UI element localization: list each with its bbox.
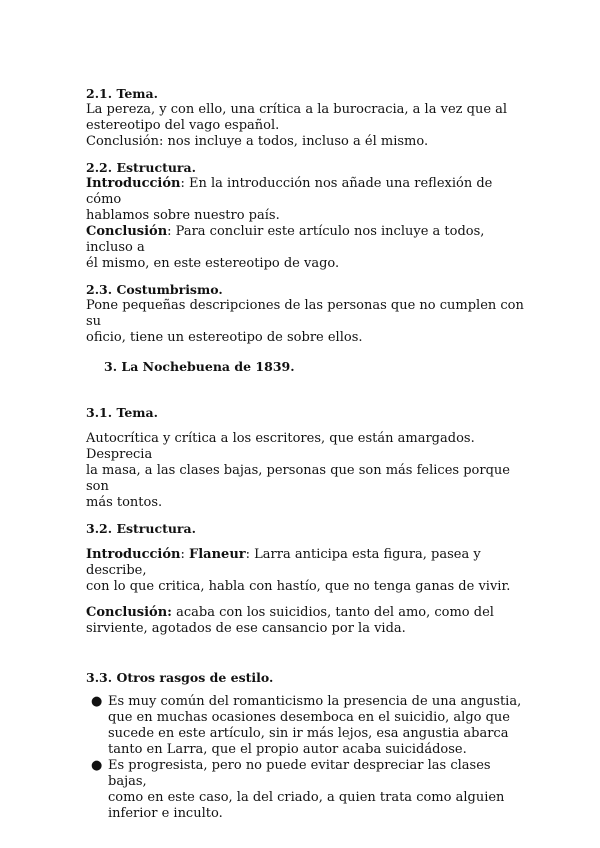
conclusion-label: Conclusión (86, 224, 168, 239)
list-item: ● Es progresista, pero no puede evitar despreciar las clases bajas, como en este caso, la del criado, a quien trata como alguien inferior e inculto. (91, 758, 505, 821)
paragraph-line: sirviente, agotados de ese cansancio por la vida. (86, 621, 406, 636)
heading-3-1: 3.1. Tema. (86, 405, 158, 420)
paragraph-line: Introducción: En la introducción nos añade una reflexión de cómo (86, 176, 493, 207)
paragraph-line: Conclusión: nos incluye a todos, incluso a él mismo. (86, 134, 429, 149)
flaneur-label: Flaneur (189, 547, 246, 562)
intro-label: Introducción (86, 547, 181, 562)
heading-2-2: 2.2. Estructura. (86, 160, 196, 175)
paragraph-line: la masa, a las clases bajas, personas que son más felices porque son (86, 463, 510, 494)
heading-3-2: 3.2. Estructura. (86, 521, 196, 536)
paragraph-line: Introducción: Flaneur: Larra anticipa esta figura, pasea y describe, (86, 547, 481, 578)
paragraph-line: La pereza, y con ello, una crítica a la burocracia, a la vez que al (86, 102, 508, 117)
bullet-list (86, 694, 526, 822)
conclusion-label: Conclusión: (86, 605, 172, 620)
document-page (86, 86, 526, 822)
heading-2-3: 2.3. Costumbrismo. (86, 282, 223, 297)
heading-2-1: 2.1. Tema. (86, 86, 158, 101)
bullet-icon: ● (91, 694, 103, 709)
paragraph-line: Pone pequeñas descripciones de las personas que no cumplen con su (86, 298, 524, 329)
intro-label: Introducción (86, 176, 181, 191)
paragraph-line: Conclusión: acaba con los suicidios, tanto del amo, como del (86, 605, 494, 620)
section-3-title: 3. La Nochebuena de 1839. (104, 359, 295, 374)
paragraph-line: Autocrítica y crítica a los escritores, que están amargados. Desprecia (86, 431, 475, 462)
paragraph-line: él mismo, en este estereotipo de vago. (86, 256, 340, 271)
paragraph-line: estereotipo del vago español. (86, 118, 280, 133)
heading-3-3: 3.3. Otros rasgos de estilo. (86, 670, 274, 685)
paragraph-line: con lo que critica, habla con hastío, que no tenga ganas de vivir. (86, 579, 511, 594)
paragraph-line: más tontos. (86, 495, 163, 510)
paragraph-line: hablamos sobre nuestro país. (86, 208, 280, 223)
paragraph-line: oficio, tiene un estereotipo de sobre ellos. (86, 330, 363, 345)
bullet-icon: ● (91, 758, 103, 773)
list-item: ● Es muy común del romanticismo la presencia de una angustia, que en muchas ocasiones desemboca en el suicidio, algo que sucede en este artículo, sin ir más lejos, esa angustia abarca tanto en Larra, que el propio autor acaba suicidádose. (91, 694, 522, 757)
paragraph-line: Conclusión: Para concluir este artículo nos incluye a todos, incluso a (86, 224, 485, 255)
